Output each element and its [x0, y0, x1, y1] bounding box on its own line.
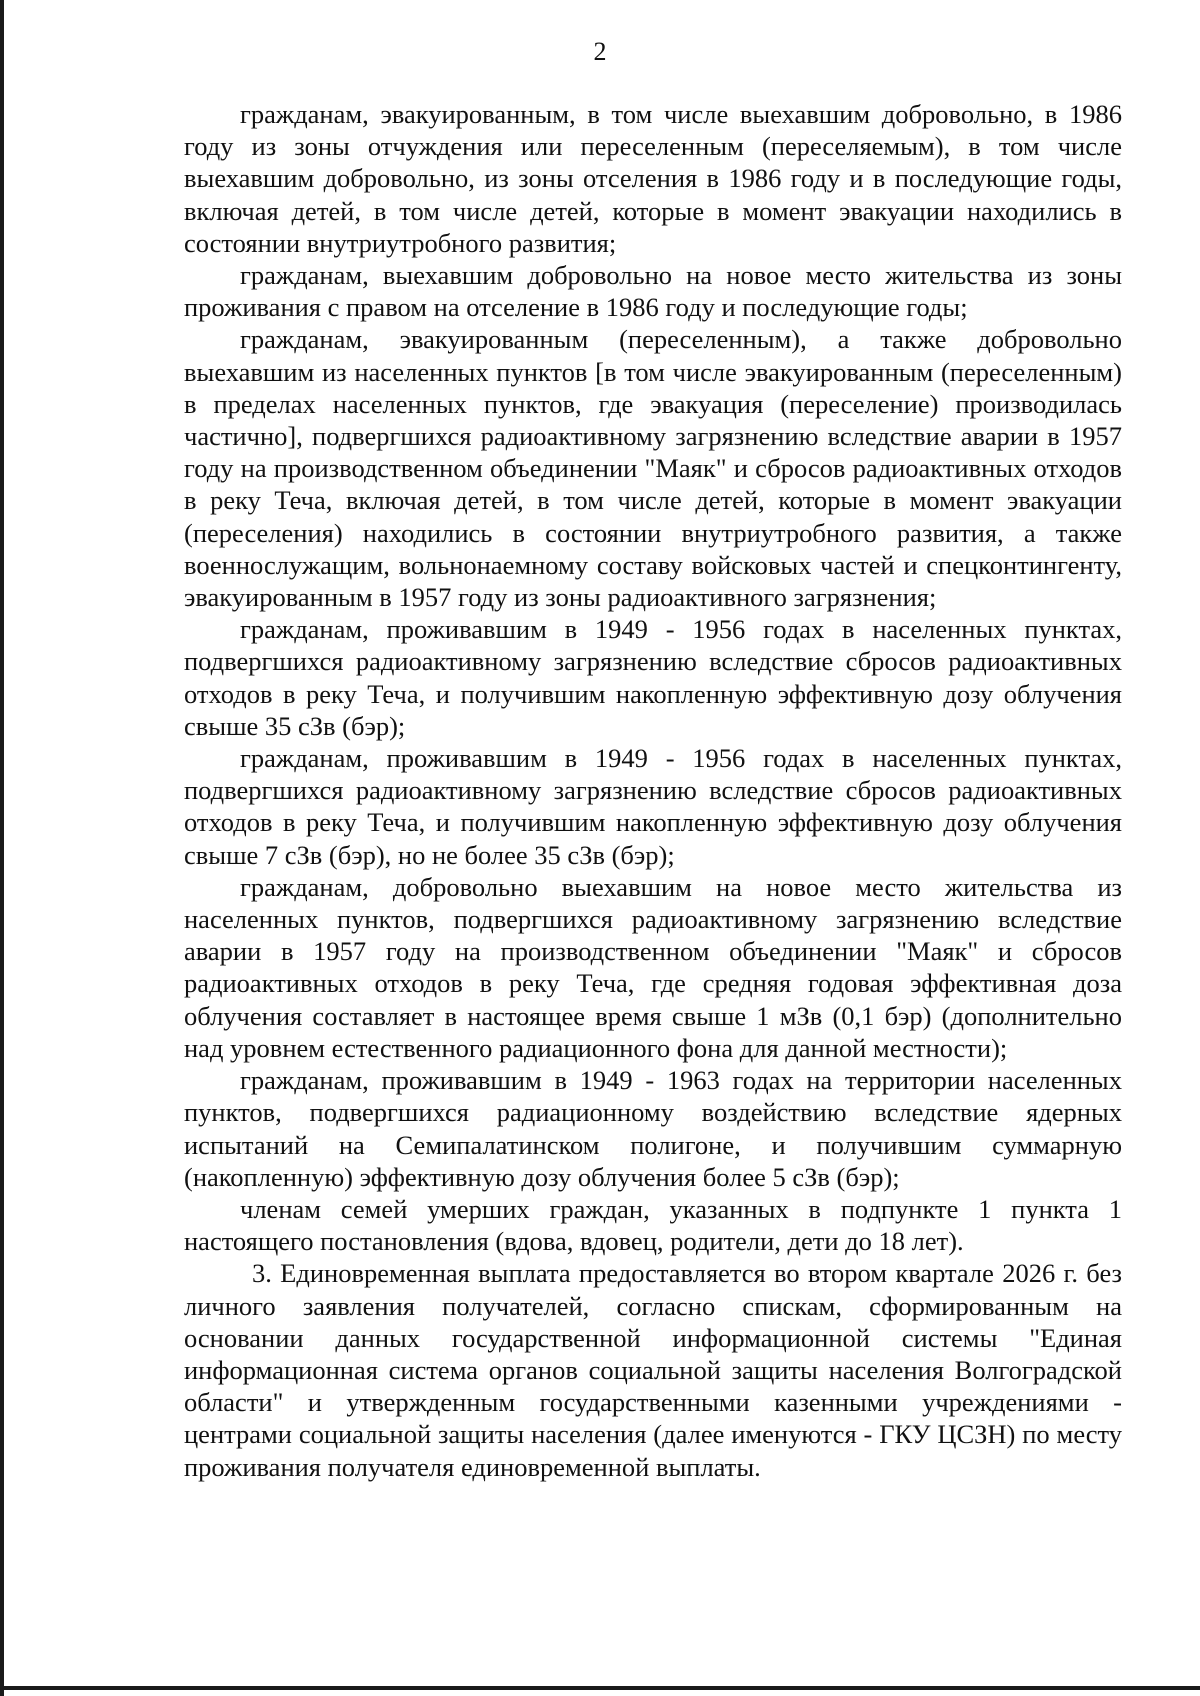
paragraph-techa-over-35: гражданам, проживавшим в 1949 - 1956 годах в населенных пунктах, подвергшихся радиоактивному загрязнению вследствие сбросов радиоактивных отходов в реку Теча, и получившим накопленную эффективную дозу облучения свыше 35 сЗв (бэр); — [184, 614, 1122, 741]
page-number: 2 — [593, 37, 607, 66]
paragraph-techa-7-to-35: гражданам, проживавшим в 1949 - 1956 годах в населенных пунктах, подвергшихся радиоактивному загрязнению вследствие сбросов радиоактивных отходов в реку Теча, и получившим накопленную эффективную дозу облучения свыше 7 сЗв (бэр), но не более 35 сЗв (бэр); — [184, 743, 1122, 870]
scan-border-left — [0, 0, 4, 1696]
paragraph-chernobyl-evacuated: гражданам, эвакуированным, в том числе выехавшим добровольно, в 1986 году из зоны отчуждения или переселенным (переселяемым), в том числе выехавшим добровольно, из зоны отселения в 1986 году и в последующие годы, включая детей, в том числе детей, которые в момент эвакуации находились в состоянии внутриутробного развития; — [184, 99, 1122, 258]
scan-border-bottom — [0, 1686, 1200, 1690]
paragraph-point-3: 3. Единовременная выплата предоставляется во втором квартале 2026 г. без личного заявления получателей, согласно спискам, сформированным на основании данных государственной информационной системы "Единая информационная система органов социальной защиты населения Волгоградской области" и утвержденным государственными казенными учреждениями - центрами социальной защиты населения (далее именуются - ГКУ ЦСЗН) по месту проживания получателя единовременной выплаты. — [184, 1258, 1122, 1482]
paragraph-mayak-evacuated: гражданам, эвакуированным (переселенным), а также добровольно выехавшим из населенных пунктов [в том числе эвакуированным (переселенным) в пределах населенных пунктов, где эвакуация (переселение) производилась частично], подвергшихся радиоактивному загрязнению вследствие аварии в 1957 году на производственном объединении "Маяк" и сбросов радиоактивных отходов в реку Теча, включая детей, в том числе детей, которые в момент эвакуации (переселения) находились в состоянии внутриутробного развития, а также военнослужащим, вольнонаемному составу войсковых частей и спецконтингенту, эвакуированным в 1957 году из зоны радиоактивного загрязнения; — [184, 324, 1122, 613]
paragraph-family-members: членам семей умерших граждан, указанных в подпункте 1 пункта 1 настоящего постановления (вдова, вдовец, родители, дети до 18 лет). — [184, 1193, 1122, 1257]
paragraph-semipalatinsk: гражданам, проживавшим в 1949 - 1963 годах на территории населенных пунктов, подвергшихся радиационному воздействию вследствие ядерных испытаний на Семипалатинском полигоне, и получившим суммарную (накопленную) эффективную дозу облучения более 5 сЗв (бэр); — [184, 1065, 1122, 1192]
document-body — [184, 98, 1122, 1483]
paragraph-chernobyl-voluntary: гражданам, выехавшим добровольно на новое место жительства из зоны проживания с правом на отселение в 1986 году и последующие годы; — [184, 260, 1122, 323]
paragraph-mayak-voluntary: гражданам, добровольно выехавшим на новое место жительства из населенных пунктов, подвергшихся радиоактивному загрязнению вследствие аварии в 1957 году на производственном объединении "Маяк" и сбросов радиоактивных отходов в реку Теча, где средняя годовая эффективная доза облучения составляет в настоящее время свыше 1 мЗв (0,1 бэр) (дополнительно над уровнем естественного радиационного фона для данной местности); — [184, 871, 1122, 1063]
